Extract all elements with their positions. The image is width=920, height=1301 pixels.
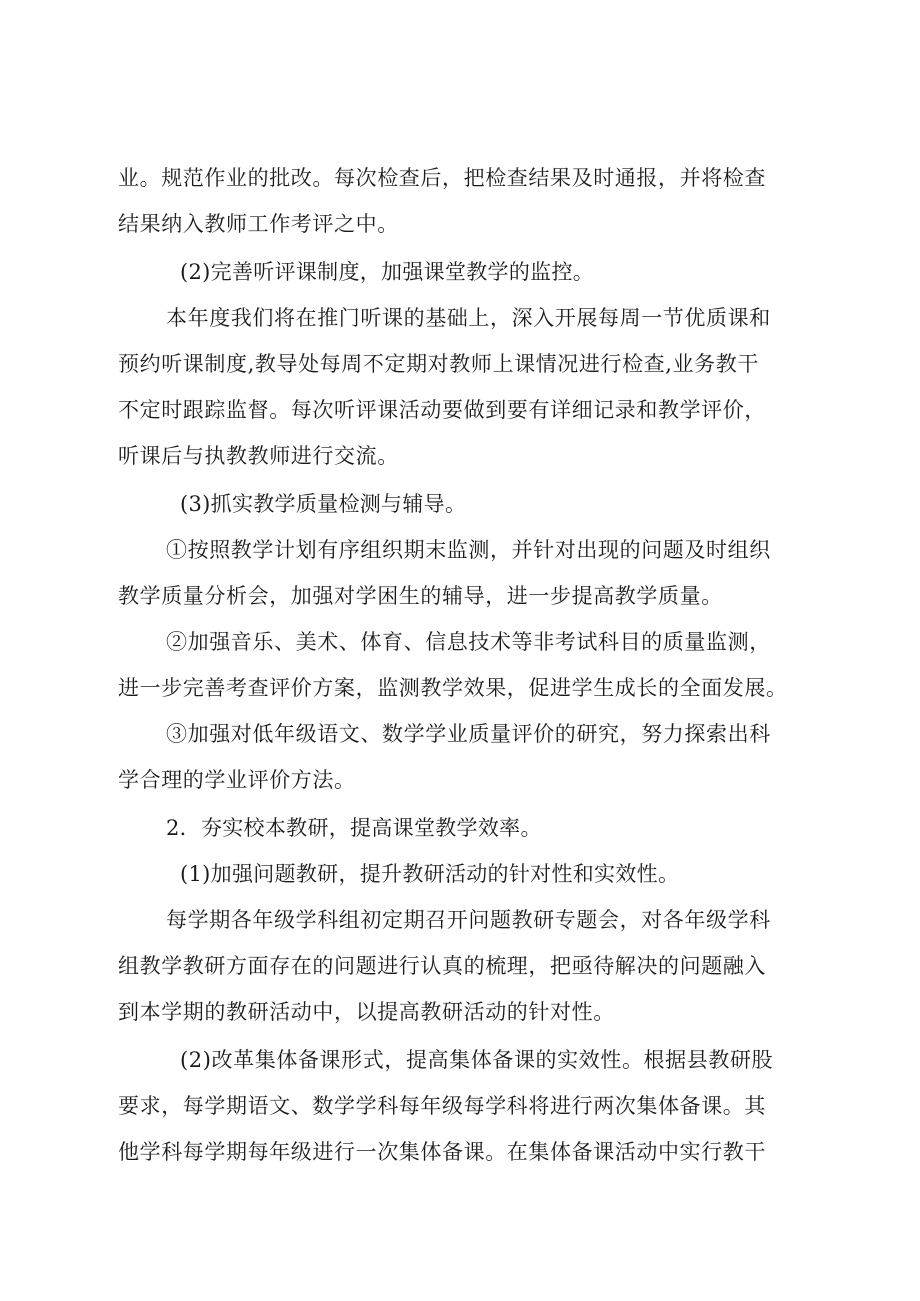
text-line-1: 业。规范作业的批改。每次检查后，把检查结果及时通报，并将检查 bbox=[118, 166, 766, 190]
subheading-2: (2)完善听评课制度，加强课堂教学的监控。 bbox=[180, 260, 595, 284]
text-line-4: 本年度我们将在推门听课的基础上，深入开展每周一节优质课和 bbox=[166, 306, 771, 330]
text-line-9: ①按照教学计划有序组织期末监测，并针对出现的问题及时组织 bbox=[166, 538, 771, 562]
text-line-7: 听课后与执教教师进行交流。 bbox=[118, 444, 399, 468]
text-line-20: (2)改革集体备课形式，提高集体备课的实效性。根据县教研股 bbox=[180, 1048, 774, 1072]
text-line-17: 每学期各年级学科组初定期召开问题教研专题会，对各年级学科 bbox=[166, 908, 771, 932]
text-line-13: ③加强对低年级语文、数学学业质量评价的研究，努力探索出科 bbox=[166, 722, 771, 746]
text-line-2: 结果纳入教师工作考评之中。 bbox=[118, 212, 399, 236]
text-line-14: 学合理的学业评价方法。 bbox=[118, 768, 356, 792]
text-line-10: 教学质量分析会，加强对学困生的辅导，进一步提高教学质量。 bbox=[118, 584, 723, 608]
text-line-12: 进一步完善考查评价方案，监测教学效果，促进学生成长的全面发展。 bbox=[118, 676, 788, 700]
text-line-22: 他学科每学期每年级进行一次集体备课。在集体备课活动中实行教干 bbox=[118, 1140, 766, 1164]
text-line-21: 要求，每学期语文、数学学科每年级每学科将进行两次集体备课。其 bbox=[118, 1094, 766, 1118]
subheading-1: (1)加强问题教研，提升教研活动的针对性和实效性。 bbox=[180, 862, 680, 886]
text-line-19: 到本学期的教研活动中，以提高教研活动的针对性。 bbox=[118, 1000, 615, 1024]
text-line-6: 不定时跟踪监督。每次听评课活动要做到要有详细记录和教学评价， bbox=[118, 398, 766, 422]
text-line-5: 预约听课制度,教导处每周不定期对教师上课情况进行检查,业务教干 bbox=[118, 352, 759, 376]
section-heading-2: 2．夯实校本教研，提高课堂教学效率。 bbox=[166, 816, 542, 840]
subheading-3: (3)抓实教学质量检测与辅导。 bbox=[180, 492, 467, 516]
text-line-18: 组教学教研方面存在的问题进行认真的梳理，把亟待解决的问题融入 bbox=[118, 954, 766, 978]
text-line-11: ②加强音乐、美术、体育、信息技术等非考试科目的质量监测， bbox=[166, 630, 771, 654]
